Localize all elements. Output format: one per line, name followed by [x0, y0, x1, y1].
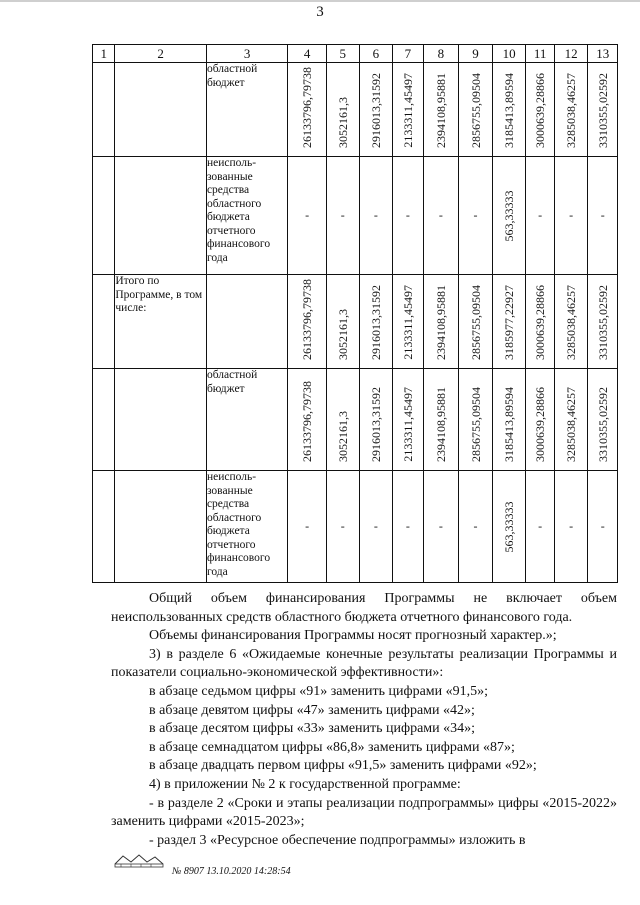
cell-source: неисполь-зованные средства областного бюджета отчетного финансового года [206, 471, 287, 583]
table-row [93, 157, 618, 275]
cell-value: 2856755,09504 [459, 63, 493, 157]
cell-value: 3310355,02592 [588, 63, 618, 157]
cell-value: 2856755,09504 [459, 369, 493, 471]
cell-value: 3052161,3 [326, 63, 359, 157]
cell-value: 2916013,31592 [359, 275, 393, 369]
paragraph: 3) в разделе 6 «Ожидаемые конечные результаты реализации Программы и показатели социально-экономической эффективности»: [111, 646, 617, 681]
cell-value: - [588, 471, 618, 583]
paragraph: в абзаце семнадцатом цифры «86,8» заменить цифрами «87»; [149, 739, 515, 755]
col-header: 3 [206, 45, 287, 63]
cell-value: 3185977,22927 [492, 275, 526, 369]
registry-logo-icon [113, 852, 165, 868]
cell-source: неисполь-зованные средства областного бюджета отчетного финансового года [206, 157, 287, 275]
cell-number [93, 369, 115, 471]
col-header: 11 [526, 45, 554, 63]
col-header: 12 [554, 45, 588, 63]
cell-value: 3052161,3 [326, 275, 359, 369]
cell-number [93, 63, 115, 157]
cell-source [206, 275, 287, 369]
cell-program [115, 471, 207, 583]
cell-value: - [554, 157, 588, 275]
col-header: 5 [326, 45, 359, 63]
cell-value: - [588, 157, 618, 275]
cell-value: 3000639,28866 [526, 275, 554, 369]
paragraph: - в разделе 2 «Сроки и этапы реализации подпрограммы» цифры «2015-2022» заменить цифрами «2015-2023»; [111, 795, 617, 830]
col-header: 8 [423, 45, 459, 63]
cell-value: - [423, 471, 459, 583]
paragraph: в абзаце десятом цифры «33» заменить цифрами «34»; [149, 721, 476, 737]
paragraph: 4) в приложении № 2 к государственной программе: [149, 776, 461, 792]
paragraph: Объемы финансирования Программы носят прогнозный характер.»; [149, 628, 557, 644]
body-text [111, 590, 617, 850]
cell-value: 2394108,95881 [423, 369, 459, 471]
cell-value: 3310355,02592 [588, 369, 618, 471]
paragraph: в абзаце девятом цифры «47» заменить цифрами «42»; [149, 702, 475, 718]
cell-value: 26133796,79738 [288, 369, 327, 471]
table-header-row [93, 45, 618, 63]
cell-value: - [288, 157, 327, 275]
col-header: 9 [459, 45, 493, 63]
cell-value: 3000639,28866 [526, 369, 554, 471]
page-number: 3 [316, 4, 324, 20]
cell-program: Итого по Программе, в том числе: [115, 275, 207, 369]
cell-value: 2133311,45497 [393, 63, 424, 157]
cell-value: - [526, 471, 554, 583]
cell-value: - [526, 157, 554, 275]
table-row [93, 275, 618, 369]
paragraph: в абзаце седьмом цифры «91» заменить цифрами «91,5»; [149, 683, 489, 699]
cell-value: 26133796,79738 [288, 63, 327, 157]
document-stamp: № 8907 13.10.2020 14:28:54 [172, 866, 291, 877]
cell-source: областной бюджет [206, 63, 287, 157]
cell-number [93, 275, 115, 369]
cell-value: 2133311,45497 [393, 369, 424, 471]
cell-value: 2856755,09504 [459, 275, 493, 369]
col-header: 7 [393, 45, 424, 63]
cell-value: 3285038,46257 [554, 63, 588, 157]
scan-top-edge [0, 0, 640, 2]
cell-value: 3052161,3 [326, 369, 359, 471]
financing-table [92, 44, 618, 583]
cell-value: - [459, 471, 493, 583]
cell-value: 563,33333 [492, 157, 526, 275]
table-row [93, 63, 618, 157]
cell-value: 2394108,95881 [423, 63, 459, 157]
paragraph: - раздел 3 «Ресурсное обеспечение подпрограммы» изложить в [149, 832, 526, 848]
cell-value: 3000639,28866 [526, 63, 554, 157]
col-header: 6 [359, 45, 393, 63]
cell-value: - [326, 157, 359, 275]
cell-value: - [459, 157, 493, 275]
cell-value: 563,33333 [492, 471, 526, 583]
col-header: 1 [93, 45, 115, 63]
paragraph: Общий объем финансирования Программы не включает объем неиспользованных средств областного бюджета отчетного финансового года. [111, 591, 617, 625]
cell-value: - [423, 157, 459, 275]
cell-value: 2916013,31592 [359, 369, 393, 471]
cell-value: 3285038,46257 [554, 275, 588, 369]
cell-number [93, 471, 115, 583]
cell-program [115, 369, 207, 471]
cell-value: - [393, 471, 424, 583]
cell-value: - [393, 157, 424, 275]
cell-value: - [359, 157, 393, 275]
table-row [93, 369, 618, 471]
cell-value: - [288, 471, 327, 583]
cell-value: - [326, 471, 359, 583]
cell-value: 3310355,02592 [588, 275, 618, 369]
cell-number [93, 157, 115, 275]
cell-value: 3185413,89594 [492, 63, 526, 157]
col-header: 4 [288, 45, 327, 63]
cell-value: 2394108,95881 [423, 275, 459, 369]
cell-program [115, 157, 207, 275]
cell-value: 2133311,45497 [393, 275, 424, 369]
col-header: 10 [492, 45, 526, 63]
cell-value: - [359, 471, 393, 583]
table-row [93, 471, 618, 583]
cell-value: 3185413,89594 [492, 369, 526, 471]
cell-value: 3285038,46257 [554, 369, 588, 471]
cell-value: - [554, 471, 588, 583]
paragraph: в абзаце двадцать первом цифры «91,5» заменить цифрами «92»; [149, 758, 537, 774]
col-header: 13 [588, 45, 618, 63]
cell-source: областной бюджет [206, 369, 287, 471]
cell-value: 26133796,79738 [288, 275, 327, 369]
cell-value: 2916013,31592 [359, 63, 393, 157]
col-header: 2 [115, 45, 207, 63]
cell-program [115, 63, 207, 157]
